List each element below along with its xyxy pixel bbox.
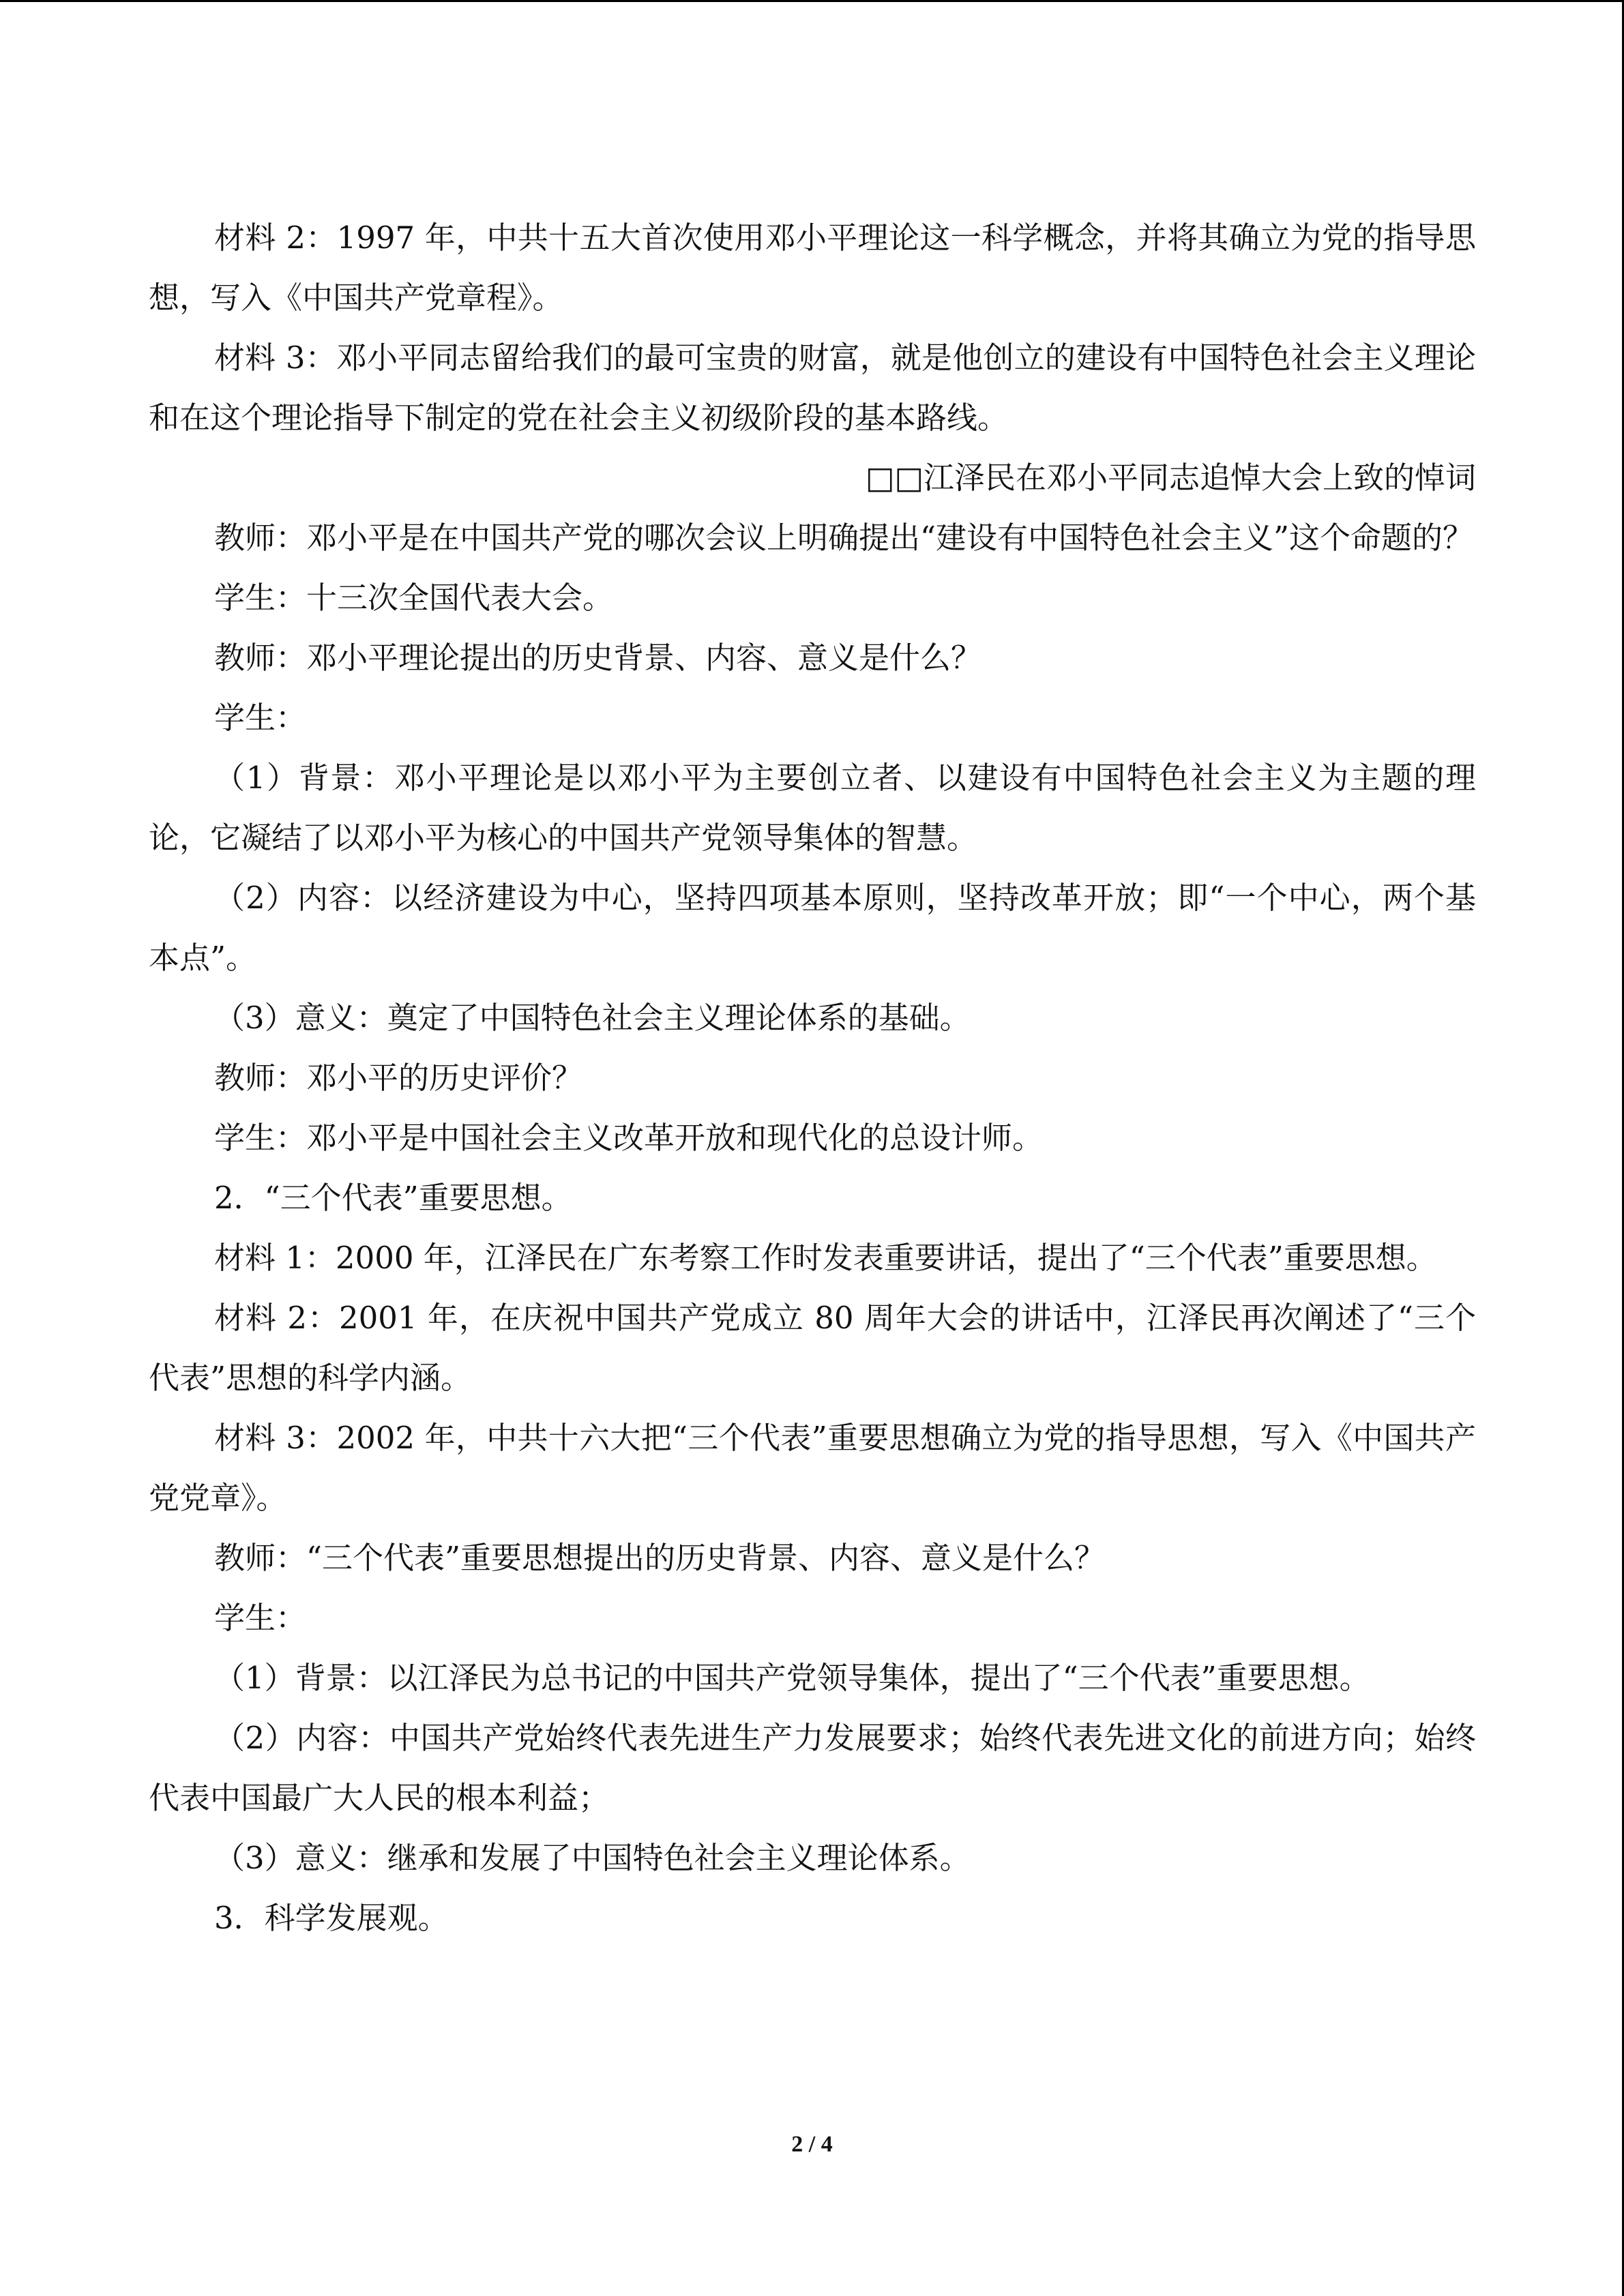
paragraph-deng-significance: （3）意义：奠定了中国特色社会主义理论体系的基础。 (214, 1000, 971, 1036)
paragraph-deng-background: （1）背景：邓小平理论是以邓小平为主要创立者、以建设有中国特色社会主义为主题的理论，它凝结了以邓小平为核心的中国共产党领导集体的智慧。 (149, 760, 1476, 856)
paragraph-deng-content: （2）内容：以经济建设为中心，坚持四项基本原则，坚持改革开放；即“一个中心，两个基本点”。 (149, 880, 1476, 976)
quote-source: □□江泽民在邓小平同志追悼大会上致的悼词 (865, 460, 1476, 496)
paragraph-material-1-three: 材料 1：2000 年，江泽民在广东考察工作时发表重要讲话，提出了“三个代表”重要思想。 (214, 1240, 1437, 1276)
paragraph-material-3-three: 材料 3：2002 年，中共十六大把“三个代表”重要思想确立为党的指导思想，写入《中国共产党党章》。 (149, 1420, 1476, 1516)
paragraph-student-label-1: 学生： (214, 700, 307, 736)
paragraph-three-content: （2）内容：中国共产党始终代表先进生产力发展要求；始终代表先进文化的前进方向；始终代表中国最广大人民的根本利益； (149, 1720, 1476, 1816)
paragraph-three-significance: （3）意义：继承和发展了中国特色社会主义理论体系。 (214, 1840, 971, 1876)
page-border-top (0, 0, 1624, 2)
section-heading-three-represents: 2．“三个代表”重要思想。 (214, 1180, 572, 1216)
paragraph-student-label-2: 学生： (214, 1600, 307, 1636)
paragraph-three-background: （1）背景：以江泽民为总书记的中国共产党领导集体，提出了“三个代表”重要思想。 (214, 1660, 1370, 1696)
paragraph-teacher-question-1: 教师：邓小平是在中国共产党的哪次会议上明确提出“建设有中国特色社会主义”这个命题的？ (214, 520, 1474, 556)
paragraph-student-answer-3: 学生：邓小平是中国社会主义改革开放和现代化的总设计师。 (214, 1120, 1044, 1156)
paragraph-material-2-three: 材料 2：2001 年，在庆祝中国共产党成立 80 周年大会的讲话中，江泽民再次阐述了“三个代表”思想的科学内涵。 (149, 1300, 1476, 1396)
paragraph-student-answer-1: 学生：十三次全国代表大会。 (214, 580, 614, 616)
section-heading-scientific-development: 3．科学发展观。 (214, 1900, 449, 1936)
paragraph-teacher-question-2: 教师：邓小平理论提出的历史背景、内容、意义是什么？ (214, 640, 982, 676)
paragraph-material-3-deng: 材料 3：邓小平同志留给我们的最可宝贵的财富，就是他创立的建设有中国特色社会主义理论和在这个理论指导下制定的党在社会主义初级阶段的基本路线。 (149, 340, 1476, 436)
document-body (149, 208, 1476, 1948)
page-number: 2 / 4 (791, 2132, 833, 2157)
paragraph-teacher-question-4: 教师：“三个代表”重要思想提出的历史背景、内容、意义是什么？ (214, 1540, 1106, 1576)
paragraph-teacher-question-3: 教师：邓小平的历史评价？ (214, 1060, 583, 1096)
paragraph-material-2-deng: 材料 2：1997 年，中共十五大首次使用邓小平理论这一科学概念，并将其确立为党的指导思想，写入《中国共产党章程》。 (149, 220, 1476, 316)
